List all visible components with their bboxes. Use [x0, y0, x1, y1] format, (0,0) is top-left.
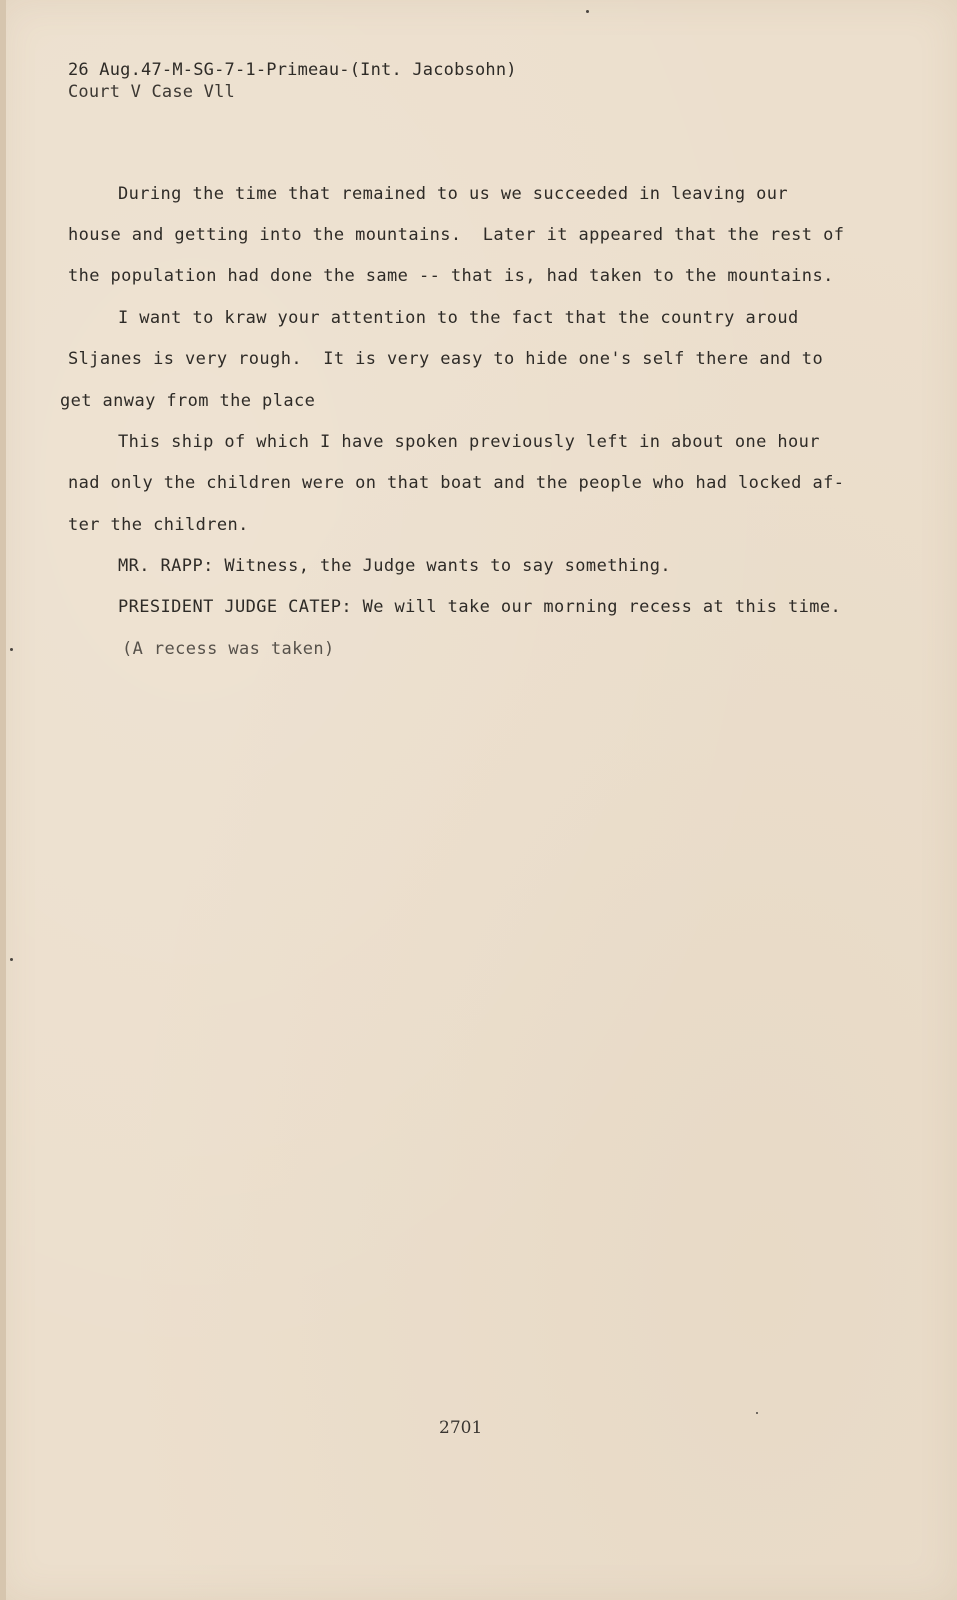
paper-speck	[10, 648, 13, 651]
speaker-line: MR. RAPP: Witness, the Judge wants to say something.	[118, 556, 672, 576]
body-line: nad only the children were on that boat and the people who had locked af-	[68, 473, 845, 493]
paper-speck	[756, 1412, 758, 1414]
body-line: Sljanes is very rough. It is very easy to hide one's self there and to	[68, 349, 824, 369]
page-number: 2701	[439, 1418, 483, 1438]
body-line: house and getting into the mountains. Later it appeared that the rest of	[68, 225, 845, 245]
speaker-line: PRESIDENT JUDGE CATEP: We will take our morning recess at this time.	[118, 597, 842, 617]
paper-speck	[10, 958, 13, 961]
recess-note: (A recess was taken)	[122, 639, 335, 659]
body-line: I want to kraw your attention to the fact that the country aroud	[118, 308, 799, 328]
paper-speck	[586, 10, 589, 13]
header-reference: 26 Aug.47-M-SG-7-1-Primeau-(Int. Jacobsohn)	[68, 60, 517, 80]
page-edge	[0, 0, 6, 1600]
body-line: During the time that remained to us we succeeded in leaving our	[118, 184, 788, 204]
body-line: This ship of which I have spoken previously left in about one hour	[118, 432, 820, 452]
body-line: ter the children.	[68, 515, 249, 535]
header-court-case: Court V Case Vll	[68, 82, 235, 102]
body-line: the population had done the same -- that is, had taken to the mountains.	[68, 266, 834, 286]
body-line: get anway from the place	[60, 391, 316, 411]
